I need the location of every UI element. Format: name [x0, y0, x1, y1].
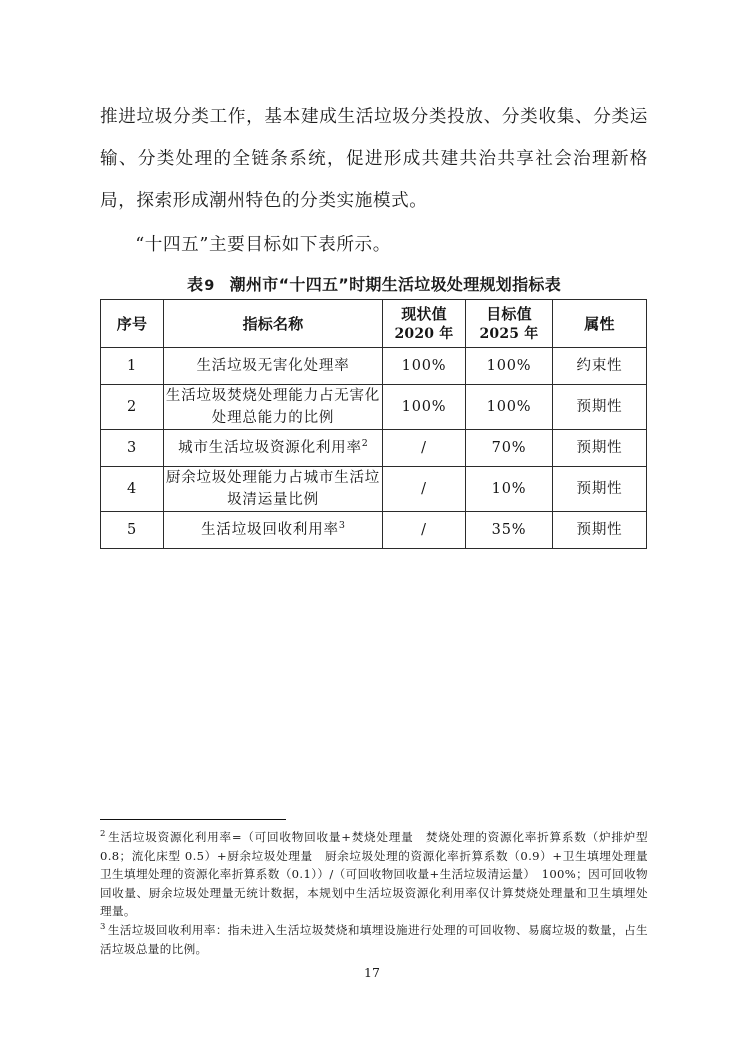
row-current-value: / [383, 467, 466, 512]
row-target-value: 35% [466, 512, 553, 549]
header-no: 序号 [101, 300, 164, 348]
table-caption [100, 272, 648, 295]
table-caption-label: 表 [186, 275, 204, 294]
body-paragraph-2: “十四五”主要目标如下表所示。 [135, 235, 391, 255]
row-attribute: 预期性 [553, 467, 647, 512]
row-attribute: 预期性 [553, 430, 647, 467]
table-row [101, 385, 647, 430]
table-caption-number: 9 [204, 278, 215, 294]
footnote-2 [100, 828, 660, 921]
table-header [101, 300, 647, 348]
row-indicator-text: 生活垃圾回收利用率 [201, 522, 339, 538]
header-target-value [466, 300, 553, 348]
row-target-value: 70% [466, 430, 553, 467]
header-indicator-name: 指标名称 [164, 300, 383, 348]
footnote-separator-rule [100, 819, 286, 820]
row-indicator-name [164, 430, 383, 467]
page-number: 17 [364, 965, 380, 980]
row-indicator-text: 城市生活垃圾资源化利用率 [178, 440, 362, 456]
row-indicator-text: 生活垃圾无害化处理率 [196, 358, 350, 374]
row-target-value: 10% [466, 467, 553, 512]
row-current-value: 100% [383, 385, 466, 430]
footnote-3-text: 生活垃圾回收利用率：指未进入生活垃圾焚烧和填埋设施进行处理的可回收物、易腐垃圾的数量，占生活垃圾总量的比例。 [100, 922, 648, 956]
row-no: 3 [101, 430, 164, 467]
row-target-value: 100% [466, 348, 553, 385]
row-footnote-marker: 2 [361, 438, 368, 450]
footnote-2-marker: 2 [100, 829, 106, 840]
header-attribute: 属性 [553, 300, 647, 348]
row-attribute: 约束性 [553, 348, 647, 385]
row-indicator-name [164, 512, 383, 549]
header-current-value [383, 300, 466, 348]
row-indicator-text: 生活垃圾焚烧处理能力占无害化处理总能力的比例 [165, 388, 381, 426]
footnotes-section [100, 828, 660, 958]
table-row [101, 512, 647, 549]
header-current-label: 现状值 [401, 304, 447, 323]
row-current-value: 100% [383, 348, 466, 385]
row-attribute: 预期性 [553, 385, 647, 430]
table-row [101, 467, 647, 512]
body-paragraph-1: 推进垃圾分类工作，基本建成生活垃圾分类投放、分类收集、分类运输、分类处理的全链条系统，促进形成共建共治共享社会治理新格局，探索形成潮州特色的分类实施模式。 [100, 107, 648, 211]
table-header-row [101, 300, 647, 348]
row-no: 4 [101, 467, 164, 512]
row-target-value: 100% [466, 385, 553, 430]
table-body [101, 348, 647, 549]
table-caption-text: 潮州市“十四五”时期生活垃圾处理规划指标表 [229, 275, 562, 294]
header-target-label: 目标值 [486, 304, 532, 323]
row-no: 2 [101, 385, 164, 430]
indicators-table [100, 299, 647, 549]
row-no: 1 [101, 348, 164, 385]
table-row [101, 348, 647, 385]
header-target-year: 2025 年 [479, 325, 539, 342]
row-attribute: 预期性 [553, 512, 647, 549]
header-current-year: 2020 年 [394, 325, 454, 342]
row-indicator-name [164, 467, 383, 512]
footnote-3-marker: 3 [100, 922, 106, 933]
table-row [101, 430, 647, 467]
footnote-2-text: 生活垃圾资源化利用率=（可回收物回收量+焚烧处理量 焚烧处理的资源化率折算系数（炉排炉型 0.8；流化床型 0.5）+厨余垃圾处理量 厨余垃圾处理的资源化率折算系数（0.9）+卫生填埋处理量 卫生填埋处理的资源化率折算系数（0.1））/（可回收物回收量+生活垃圾清运量） 100%；因可回收物回收量、厨余垃圾处理量无统计数据，本规划中生活垃圾资源化利用率仅计算焚烧处理量和卫生填埋处理量。 [100, 830, 660, 919]
indicators-table-wrapper [100, 299, 646, 549]
row-footnote-marker: 3 [338, 520, 345, 532]
row-indicator-name [164, 385, 383, 430]
body-content [100, 96, 648, 266]
row-current-value: / [383, 430, 466, 467]
row-no: 5 [101, 512, 164, 549]
row-indicator-name [164, 348, 383, 385]
row-current-value: / [383, 512, 466, 549]
footnote-3 [100, 921, 648, 958]
row-indicator-text: 厨余垃圾处理能力占城市生活垃圾清运量比例 [165, 470, 381, 508]
